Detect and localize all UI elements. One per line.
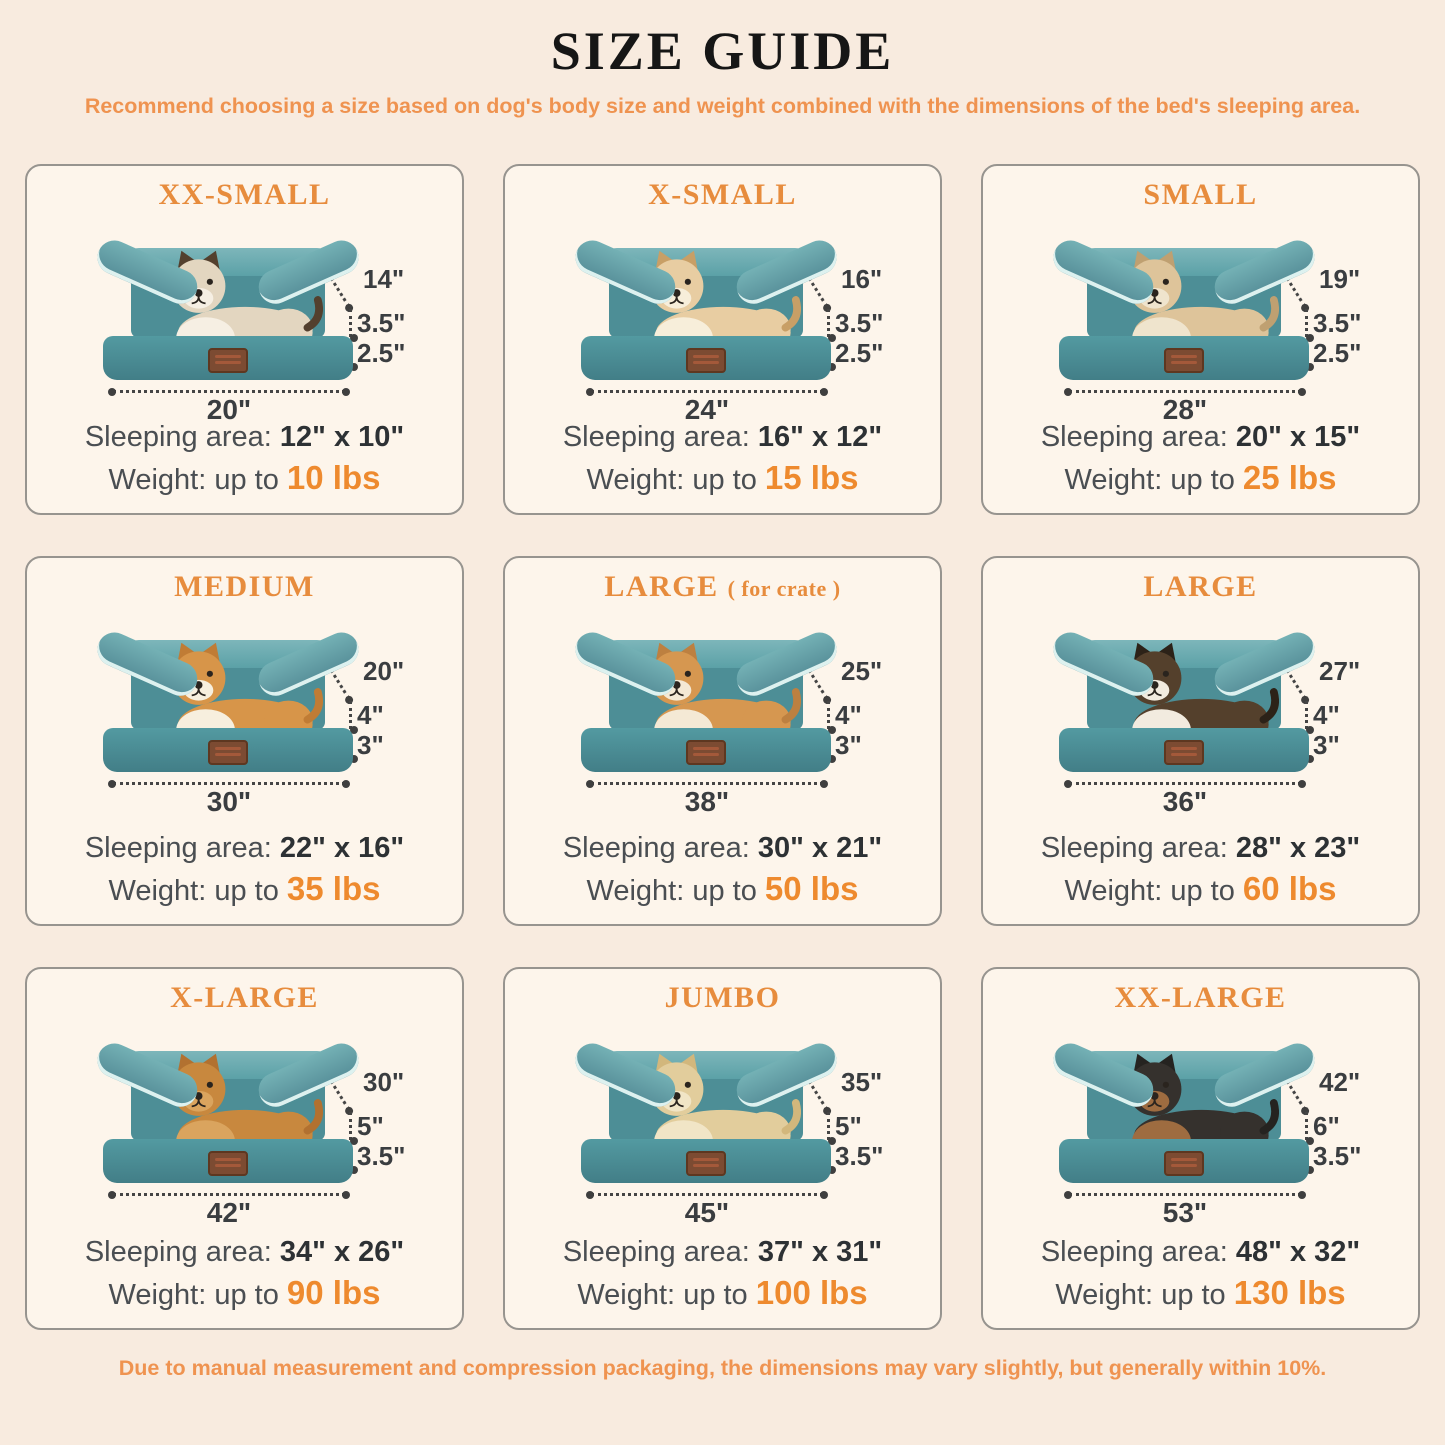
dim-base-height-label: 3.5" xyxy=(1313,1141,1362,1171)
weight-line xyxy=(983,870,1418,910)
weight-label: Weight: xyxy=(1055,1279,1154,1311)
sleeping-area-value: 28" x 23" xyxy=(1235,832,1361,864)
sleeping-area-line xyxy=(983,1233,1418,1271)
dim-diagonal-label: 19" xyxy=(1319,264,1361,294)
dog-bed xyxy=(1059,1051,1309,1183)
weight-prefix: up to xyxy=(692,875,757,907)
bed-illustration xyxy=(505,604,940,831)
dim-bolster-height-label: 4" xyxy=(835,700,862,730)
weight-value: 25 lbs xyxy=(1242,459,1337,496)
weight-line xyxy=(27,870,462,910)
weight-value: 100 lbs xyxy=(755,1274,868,1311)
weight-prefix: up to xyxy=(214,1279,279,1311)
weight-prefix: up to xyxy=(683,1279,748,1311)
size-card xyxy=(25,556,464,926)
bed-illustration xyxy=(27,604,462,831)
sleeping-area-line xyxy=(505,829,940,867)
size-card-title-text: JUMBO xyxy=(664,981,781,1014)
bed-illustration xyxy=(505,212,940,425)
weight-label: Weight: xyxy=(1064,875,1163,907)
brand-tag xyxy=(686,740,726,765)
weight-value: 10 lbs xyxy=(286,459,381,496)
dim-bolster-height-label: 3.5" xyxy=(1313,308,1362,338)
dim-base-height-label: 2.5" xyxy=(835,338,884,368)
dim-bolster-height-label: 5" xyxy=(835,1111,862,1141)
sleeping-area-value: 30" x 21" xyxy=(757,832,883,864)
brand-tag xyxy=(686,1151,726,1176)
size-card-title xyxy=(983,570,1418,604)
dim-bolster-height-label: 4" xyxy=(357,700,384,730)
weight-line xyxy=(505,459,940,499)
sleeping-area-label: Sleeping area: xyxy=(84,832,272,864)
size-card xyxy=(981,164,1420,515)
brand-tag xyxy=(1164,1151,1204,1176)
size-card-title-text: XX-LARGE xyxy=(1114,981,1287,1014)
weight-label: Weight: xyxy=(108,1279,207,1311)
dim-base-height-label: 3.5" xyxy=(835,1141,884,1171)
dim-width-label: 20" xyxy=(206,394,252,425)
sleeping-area-value: 22" x 16" xyxy=(279,832,405,864)
size-card-title-suffix: ( for crate ) xyxy=(727,576,841,601)
dim-base-height-label: 3" xyxy=(357,730,384,760)
size-card xyxy=(981,556,1420,926)
sleeping-area-line xyxy=(27,829,462,867)
dog-bed xyxy=(581,1051,831,1183)
brand-tag xyxy=(208,740,248,765)
size-card xyxy=(981,967,1420,1330)
weight-line xyxy=(983,1274,1418,1314)
sleeping-area-label: Sleeping area: xyxy=(84,421,272,453)
bed-illustration xyxy=(27,212,462,425)
weight-line xyxy=(505,1274,940,1314)
weight-value: 15 lbs xyxy=(764,459,859,496)
sleeping-area-value: 20" x 15" xyxy=(1235,421,1361,453)
page-subtitle: Recommend choosing a size based on dog's body size and weight combined with the dimensions of the bed's sleeping area. xyxy=(84,94,1361,118)
bed-illustration xyxy=(27,1015,462,1235)
dim-width-line xyxy=(113,782,345,785)
weight-label: Weight: xyxy=(108,875,207,907)
dim-diagonal-label: 35" xyxy=(841,1067,883,1097)
dim-width-label: 53" xyxy=(1162,1197,1208,1228)
brand-tag xyxy=(686,348,726,373)
size-card-title xyxy=(505,178,940,212)
dim-width-label: 30" xyxy=(206,786,252,817)
dim-width-line xyxy=(591,782,823,785)
size-card xyxy=(25,967,464,1330)
dog-bed xyxy=(581,248,831,380)
sleeping-area-label: Sleeping area: xyxy=(562,421,750,453)
weight-label: Weight: xyxy=(1064,464,1163,496)
sleeping-area-label: Sleeping area: xyxy=(1040,1236,1228,1268)
sleeping-area-label: Sleeping area: xyxy=(562,832,750,864)
dim-diagonal-label: 14" xyxy=(363,264,405,294)
dog-bed xyxy=(1059,640,1309,772)
dim-width-label: 24" xyxy=(684,394,730,425)
dim-bolster-height-label: 4" xyxy=(1313,700,1340,730)
dim-diagonal-label: 20" xyxy=(363,656,405,686)
weight-value: 60 lbs xyxy=(1242,870,1337,907)
size-card-title-text: X-SMALL xyxy=(648,178,797,211)
size-card-title-text: SMALL xyxy=(1143,178,1258,211)
brand-tag xyxy=(1164,740,1204,765)
dim-bolster-height-label: 3.5" xyxy=(357,308,406,338)
weight-prefix: up to xyxy=(1170,875,1235,907)
size-card xyxy=(25,164,464,515)
size-card xyxy=(503,967,942,1330)
size-card-title-text: MEDIUM xyxy=(174,570,315,603)
dim-width-line xyxy=(591,390,823,393)
dim-width-line xyxy=(1069,782,1301,785)
sleeping-area-line xyxy=(505,1233,940,1271)
dim-diagonal-label: 16" xyxy=(841,264,883,294)
sleeping-area-value: 34" x 26" xyxy=(279,1236,405,1268)
size-card-title xyxy=(27,570,462,604)
size-card-title xyxy=(27,178,462,212)
weight-line xyxy=(27,1274,462,1314)
dim-width-line xyxy=(591,1193,823,1196)
weight-value: 90 lbs xyxy=(286,1274,381,1311)
weight-prefix: up to xyxy=(214,875,279,907)
dog-bed xyxy=(103,1051,353,1183)
sleeping-area-value: 12" x 10" xyxy=(279,421,405,453)
dim-bolster-height-label: 6" xyxy=(1313,1111,1340,1141)
size-card-title-text: LARGE xyxy=(604,570,719,603)
brand-tag xyxy=(208,348,248,373)
size-card-title-text: XX-SMALL xyxy=(158,178,331,211)
weight-value: 50 lbs xyxy=(764,870,859,907)
dim-diagonal-label: 30" xyxy=(363,1067,405,1097)
page-title: SIZE GUIDE xyxy=(550,21,895,81)
dim-base-height-label: 3" xyxy=(1313,730,1340,760)
sleeping-area-label: Sleeping area: xyxy=(562,1236,750,1268)
page-footer: Due to manual measurement and compression packaging, the dimensions may vary slightly, but generally within 10%. xyxy=(118,1356,1327,1380)
size-card-title xyxy=(983,981,1418,1015)
weight-value: 35 lbs xyxy=(286,870,381,907)
bed-illustration xyxy=(505,1015,940,1235)
dog-bed xyxy=(103,640,353,772)
dim-base-height-label: 3.5" xyxy=(357,1141,406,1171)
sleeping-area-value: 48" x 32" xyxy=(1235,1236,1361,1268)
dim-diagonal-label: 27" xyxy=(1319,656,1361,686)
weight-prefix: up to xyxy=(1161,1279,1226,1311)
sleeping-area-label: Sleeping area: xyxy=(84,1236,272,1268)
weight-line xyxy=(27,459,462,499)
dim-bolster-height-label: 3.5" xyxy=(835,308,884,338)
dog-bed xyxy=(103,248,353,380)
dim-width-label: 28" xyxy=(1162,394,1208,425)
dim-width-line xyxy=(1069,390,1301,393)
bed-illustration xyxy=(983,212,1418,425)
dim-diagonal-label: 42" xyxy=(1319,1067,1361,1097)
size-card xyxy=(503,556,942,926)
weight-value: 130 lbs xyxy=(1233,1274,1346,1311)
sleeping-area-line xyxy=(27,1233,462,1271)
sleeping-area-value: 37" x 31" xyxy=(757,1236,883,1268)
bed-illustration xyxy=(983,1015,1418,1235)
sleeping-area-line xyxy=(983,829,1418,867)
size-card-title-text: X-LARGE xyxy=(170,981,319,1014)
dim-width-line xyxy=(1069,1193,1301,1196)
weight-label: Weight: xyxy=(586,875,685,907)
dim-width-label: 38" xyxy=(684,786,730,817)
dim-width-line xyxy=(113,1193,345,1196)
bed-illustration xyxy=(983,604,1418,831)
weight-prefix: up to xyxy=(1170,464,1235,496)
weight-line xyxy=(505,870,940,910)
sleeping-area-value: 16" x 12" xyxy=(757,421,883,453)
size-card-title-text: LARGE xyxy=(1143,570,1258,603)
dim-diagonal-label: 25" xyxy=(841,656,883,686)
sleeping-area-label: Sleeping area: xyxy=(1040,832,1228,864)
dim-base-height-label: 2.5" xyxy=(357,338,406,368)
weight-prefix: up to xyxy=(214,464,279,496)
size-card-title xyxy=(983,178,1418,212)
dim-bolster-height-label: 5" xyxy=(357,1111,384,1141)
size-cards-grid xyxy=(25,164,1420,1330)
sleeping-area-label: Sleeping area: xyxy=(1040,421,1228,453)
weight-prefix: up to xyxy=(692,464,757,496)
size-card-title xyxy=(27,981,462,1015)
size-card-title xyxy=(505,570,940,604)
dim-width-label: 45" xyxy=(684,1197,730,1228)
dim-width-label: 36" xyxy=(1162,786,1208,817)
dim-base-height-label: 3" xyxy=(835,730,862,760)
dim-base-height-label: 2.5" xyxy=(1313,338,1362,368)
brand-tag xyxy=(208,1151,248,1176)
weight-label: Weight: xyxy=(108,464,207,496)
weight-label: Weight: xyxy=(577,1279,676,1311)
size-card-title xyxy=(505,981,940,1015)
brand-tag xyxy=(1164,348,1204,373)
dim-width-label: 42" xyxy=(206,1197,252,1228)
weight-label: Weight: xyxy=(586,464,685,496)
weight-line xyxy=(983,459,1418,499)
dog-bed xyxy=(1059,248,1309,380)
size-card xyxy=(503,164,942,515)
dim-width-line xyxy=(113,390,345,393)
dog-bed xyxy=(581,640,831,772)
